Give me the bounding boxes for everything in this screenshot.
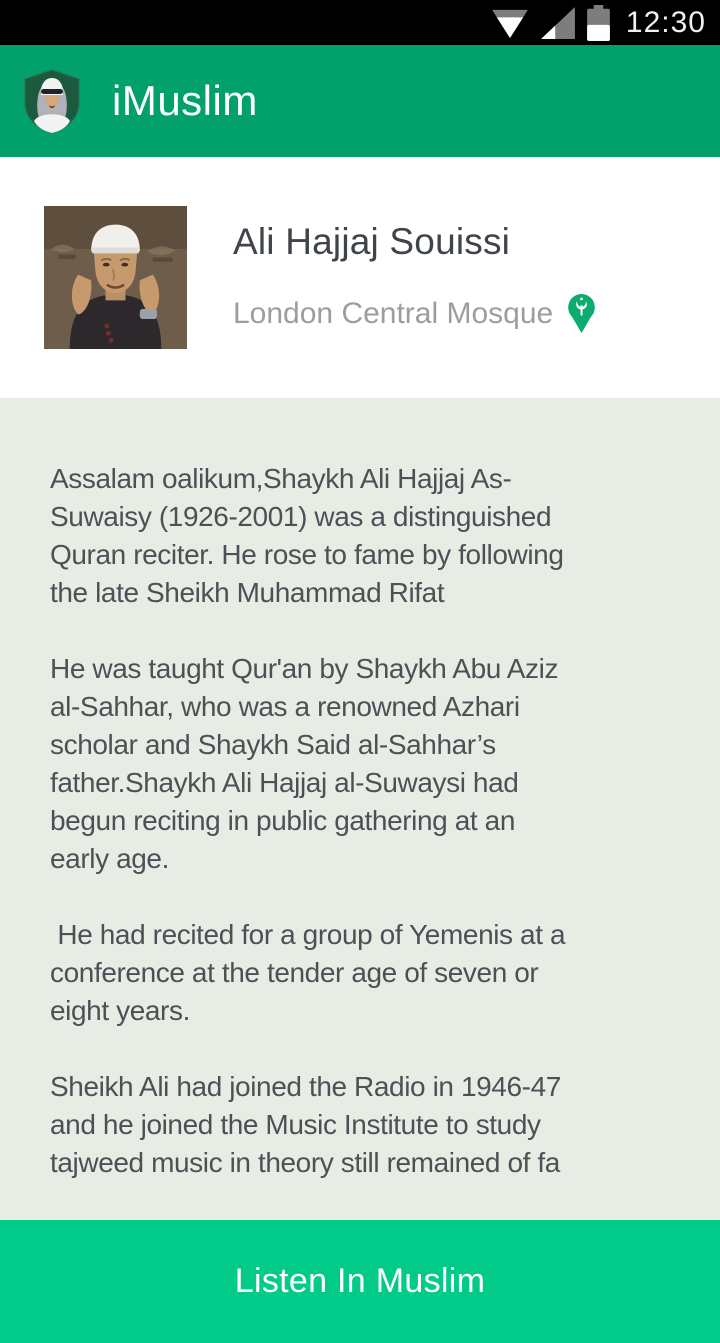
biography-scroll-area[interactable] (0, 398, 720, 1220)
reciter-name: Ali Hajjaj Souissi (233, 221, 511, 262)
profile-card (0, 157, 720, 398)
status-time: 12:30 (625, 5, 706, 39)
reciter-location (233, 293, 598, 334)
bio-paragraph: Sheikh Ali had joined the Radio in 1946-47 and he joined the Music Institute to study tajweed music in theory still remained of fa (50, 1071, 561, 1178)
cellular-signal-icon (541, 7, 575, 39)
bio-paragraph: He was taught Qur'an by Shaykh Abu Aziz al-Sahhar, who was a renowned Azhari scholar and Shaykh Said al-Sahhar’s father.Shaykh Ali Hajjaj al-Suwaysi had begun reciting in public gathering at an early age. (50, 653, 559, 874)
status-bar (0, 0, 720, 45)
profile-photo (44, 206, 187, 349)
listen-button-label: Listen In Muslim (234, 1262, 486, 1300)
listen-in-muslim-button[interactable] (0, 1220, 720, 1343)
app-title: iMuslim (112, 77, 258, 124)
battery-icon (587, 5, 610, 41)
location-label: London Central Mosque (233, 296, 554, 330)
bio-paragraph: Assalam oalikum,Shaykh Ali Hajjaj As- Suwaisy (1926-2001) was a distinguished Quran reciter. He rose to fame by following the late Sheikh Muhammad Rifat (50, 463, 564, 608)
bio-paragraph: He had recited for a group of Yemenis at a conference at the tender age of seven or eight years. (50, 919, 566, 1026)
app-bar (0, 45, 720, 157)
location-pin-icon (565, 293, 598, 334)
profile-text (233, 221, 598, 334)
wifi-icon (491, 7, 529, 39)
imuslim-shield-icon (20, 68, 84, 134)
